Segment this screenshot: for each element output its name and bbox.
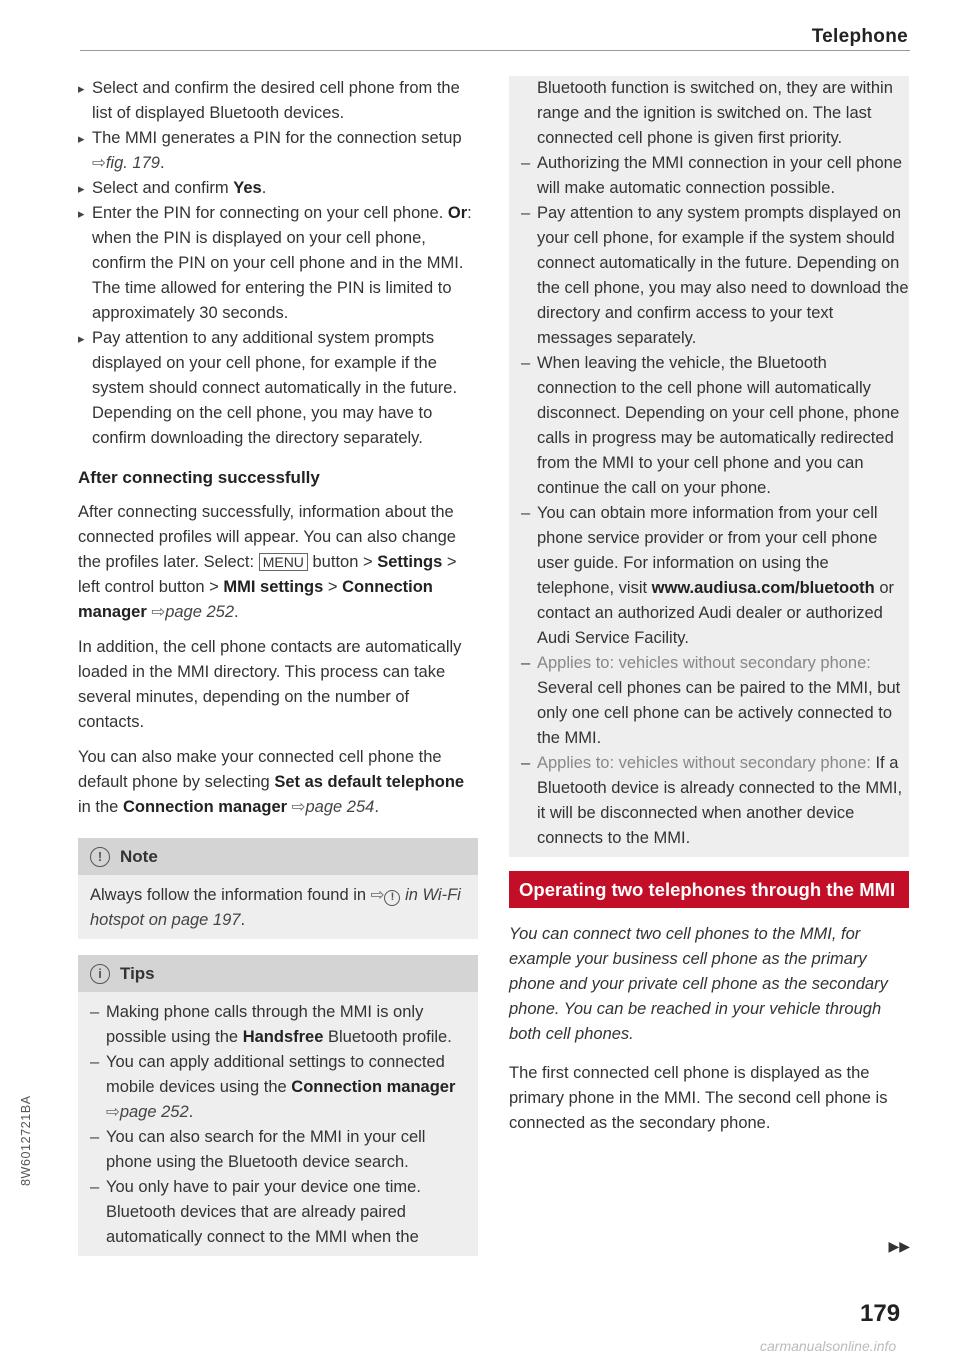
page-reference[interactable]: page 252	[165, 603, 235, 621]
header-rule	[80, 50, 910, 51]
applies-to-label: Applies to: vehicles without secondary phone:	[537, 754, 876, 772]
list-item: – You only have to pair your device one time. Bluetooth devices that are already paired automatically connect to the MMI when the	[90, 1175, 466, 1250]
step-item: ▸ Enter the PIN for connecting on your cell phone. Or: when the PIN is displayed on your cell phone, confirm the PIN on your cell phone and in the MMI. The time allowed for entering the PIN is limited to approximately 30 seconds.	[78, 201, 478, 326]
note-box	[78, 838, 478, 939]
list-item: – Applies to: vehicles without secondary phone: If a Bluetooth device is already connected to the MMI, it will be disconnected when another device connects to the MMI.	[509, 751, 909, 851]
note-header	[78, 838, 478, 875]
continued-text: Bluetooth function is switched on, they are within range and the ignition is switched on. The last connected cell phone is given first priority.	[537, 79, 893, 147]
list-item: – When leaving the vehicle, the Bluetooth connection to the cell phone will automatically disconnect. Depending on your cell phone, phone calls in progress may be automatically redirected from the MMI to your cell phone and you can continue the call on your phone.	[509, 351, 909, 501]
step-item: ▸ The MMI generates a PIN for the connection setup ⇨fig. 179.	[78, 126, 478, 176]
paragraph: You can also make your connected cell phone the default phone by selecting Set as default telephone in the Connection manager ⇨page 254.	[78, 748, 465, 816]
tips-continued-box	[509, 76, 909, 857]
watermark: carmanualsonline.info	[760, 1338, 897, 1354]
after-connecting-heading: After connecting successfully	[78, 468, 320, 487]
note-body: Always follow the information found in ⇨ ! in Wi-Fi hotspot on page 197.	[78, 875, 478, 939]
note-title: Note	[120, 847, 158, 866]
tips-list	[90, 1000, 466, 1250]
paragraph: In addition, the cell phone contacts are automatically loaded in the MMI directory. This process can take several minutes, depending on the number of contacts.	[78, 638, 462, 731]
reference-arrow-icon: ⇨	[370, 886, 385, 904]
paragraph: The first connected cell phone is displayed as the primary phone in the MMI. The second cell phone is connected as the secondary phone.	[509, 1064, 888, 1132]
list-item: – Pay attention to any system prompts displayed on your cell phone, for example if the system should connect automatically in the future. Depending on the cell phone, you may also need to download the directory and confirm access to your text messages separately.	[509, 201, 909, 351]
tips-continued-list	[509, 151, 909, 851]
step-list	[78, 76, 478, 451]
left-column	[78, 76, 478, 1256]
paragraph: After connecting successfully, information about the connected profiles will appear. You can also change the profiles later. Select: MENU button > Settings > left control button > MMI settings > Connection manager ⇨page 252.	[78, 503, 457, 621]
warning-icon: !	[384, 890, 400, 906]
warning-icon: !	[90, 847, 110, 867]
reference-arrow-icon: ⇨	[151, 603, 166, 621]
reference-arrow-icon: ⇨	[106, 1103, 120, 1121]
list-item: – Applies to: vehicles without secondary phone: Several cell phones can be paired to the MMI, but only one cell phone can be actively connected to the MMI.	[509, 651, 909, 751]
document-code: 8W6012721BA	[19, 1095, 33, 1186]
step-item: ▸ Select and confirm Yes.	[78, 176, 478, 201]
list-item: – Making phone calls through the MMI is only possible using the Handsfree Bluetooth profile.	[90, 1000, 466, 1050]
step-item: ▸ Select and confirm the desired cell phone from the list of displayed Bluetooth devices.	[78, 76, 478, 126]
page-reference[interactable]: page 254	[305, 798, 375, 816]
continue-arrow-icon: ▶▶	[888, 1238, 910, 1254]
section-title: Telephone	[811, 26, 908, 47]
info-icon: i	[90, 964, 110, 984]
page-reference[interactable]: page 252	[119, 1103, 189, 1121]
page-number: 179	[860, 1300, 901, 1327]
tips-header	[78, 955, 478, 992]
tips-box	[78, 955, 478, 1256]
section-heading: Operating two telephones through the MMI	[509, 871, 909, 908]
intro-paragraph: You can connect two cell phones to the MMI, for example your business cell phone as the primary phone and your private cell phone as the secondary phone. You can be reached in your vehicle through both cell phones.	[509, 925, 888, 1043]
tips-title: Tips	[120, 964, 155, 983]
reference-arrow-icon: ⇨	[92, 154, 106, 172]
list-item: – You can apply additional settings to connected mobile devices using the Connection manager ⇨page 252.	[90, 1050, 466, 1125]
figure-reference[interactable]: fig. 179	[105, 154, 160, 172]
applies-to-label: Applies to: vehicles without secondary phone:	[537, 654, 871, 672]
menu-key: MENU	[259, 553, 308, 571]
step-item: ▸ Pay attention to any additional system prompts displayed on your cell phone, for example if the system should connect automatically in the future. Depending on the cell phone, you may have to confirm downloading the directory separately.	[78, 326, 478, 451]
list-item: – Authorizing the MMI connection in your cell phone will make automatic connection possible.	[509, 151, 909, 201]
list-item: – You can obtain more information from your cell phone service provider or from your cell phone user guide. For information on using the telephone, visit www.audiusa.com/bluetooth or contact an authorized Audi dealer or authorized Audi Service Facility.	[509, 501, 909, 651]
right-column	[509, 76, 909, 1146]
list-item: – You can also search for the MMI in your cell phone using the Bluetooth device search.	[90, 1125, 466, 1175]
website-link[interactable]: www.audiusa.com/bluetooth	[651, 579, 875, 597]
tips-body	[78, 992, 478, 1256]
reference-arrow-icon: ⇨	[291, 798, 306, 816]
note-reference[interactable]: in Wi-Fi hotspot on page 197	[90, 886, 461, 929]
